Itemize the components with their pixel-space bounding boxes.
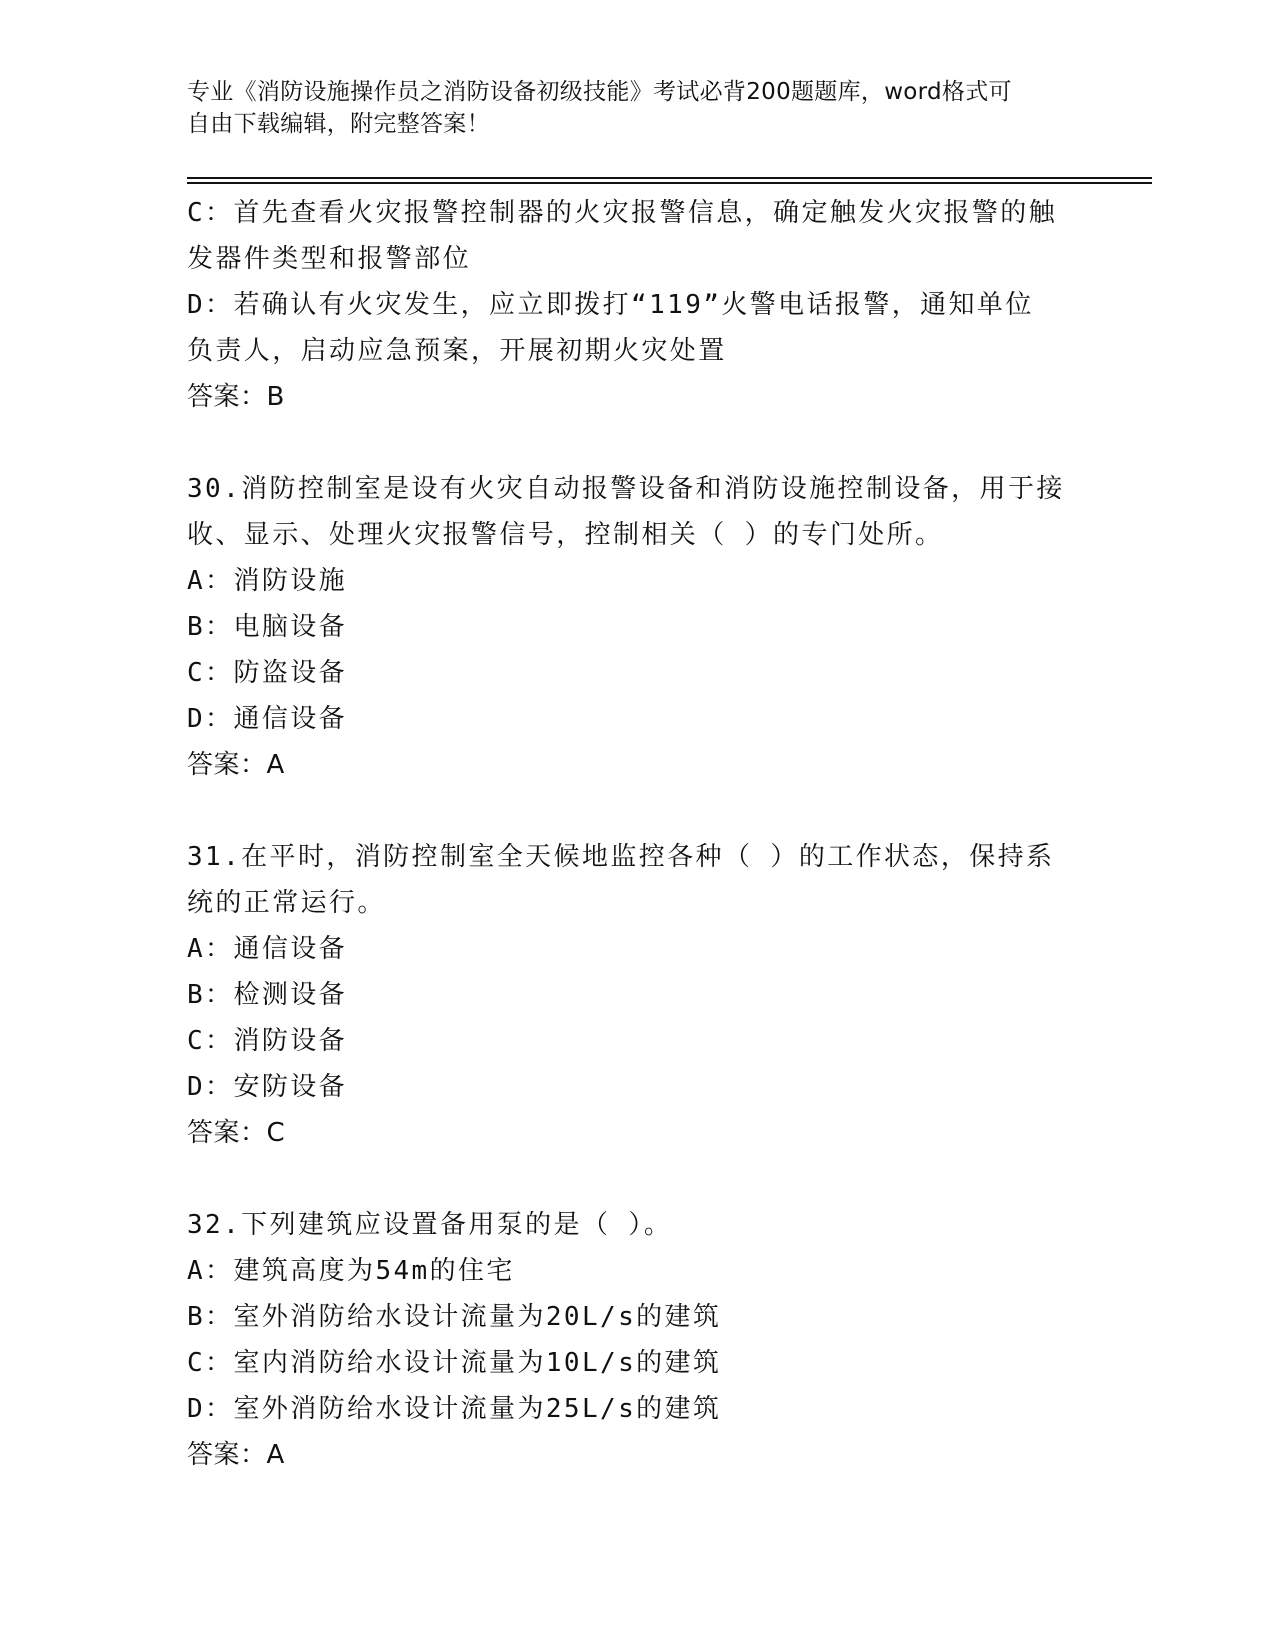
option-d-line-2: 负责人，启动应急预案，开展初期火灾处置 <box>187 336 727 366</box>
question-spacer <box>187 788 1087 834</box>
option-b: B：室外消防给水设计流量为20L/s的建筑 <box>187 1302 722 1332</box>
question-content <box>187 190 1087 1478</box>
question-stem-line-2: 收、显示、处理火灾报警信号，控制相关（ ）的专门处所。 <box>187 520 944 550</box>
option-b: B：电脑设备 <box>187 612 348 642</box>
header-line-1: 专业《消防设施操作员之消防设备初级技能》考试必背200题题库，word格式可 <box>187 79 1012 105</box>
option-c: C：消防设备 <box>187 1026 348 1056</box>
answer-line: 答案：A <box>187 750 285 780</box>
question-stem-line-1: 31.在平时，消防控制室全天候地监控各种（ ）的工作状态，保持系 <box>187 842 1055 872</box>
question-31 <box>187 834 1087 1156</box>
answer-line: 答案：C <box>187 1118 286 1148</box>
question-stem-line-1: 32.下列建筑应设置备用泵的是（ ）。 <box>187 1210 673 1240</box>
option-a: A：建筑高度为54m的住宅 <box>187 1256 515 1286</box>
option-c: C：室内消防给水设计流量为10L/s的建筑 <box>187 1348 722 1378</box>
option-c-line-2: 发器件类型和报警部位 <box>187 244 472 274</box>
answer-line: 答案：A <box>187 1440 285 1470</box>
previous-question-tail <box>187 190 1087 420</box>
option-c-line-1: C：首先查看火灾报警控制器的火灾报警信息，确定触发火灾报警的触 <box>187 198 1058 228</box>
answer-line: 答案：B <box>187 382 285 412</box>
header-line-2: 自由下载编辑，附完整答案！ <box>187 111 490 137</box>
page-header <box>187 76 1067 140</box>
option-a: A：通信设备 <box>187 934 348 964</box>
question-spacer <box>187 420 1087 466</box>
question-30 <box>187 466 1087 788</box>
option-d-line-1: D：若确认有火灾发生，应立即拨打“119”火警电话报警，通知单位 <box>187 290 1034 320</box>
question-stem-line-1: 30.消防控制室是设有火灾自动报警设备和消防设施控制设备，用于接 <box>187 474 1065 504</box>
option-a: A：消防设施 <box>187 566 348 596</box>
question-32 <box>187 1202 1087 1478</box>
question-spacer <box>187 1156 1087 1202</box>
header-rule-bottom <box>187 182 1152 184</box>
option-d: D：安防设备 <box>187 1072 348 1102</box>
option-b: B：检测设备 <box>187 980 348 1010</box>
option-c: C：防盗设备 <box>187 658 348 688</box>
option-d: D：通信设备 <box>187 704 348 734</box>
option-d: D：室外消防给水设计流量为25L/s的建筑 <box>187 1394 722 1424</box>
question-stem-line-2: 统的正常运行。 <box>187 888 386 918</box>
header-rule-top <box>187 177 1152 179</box>
